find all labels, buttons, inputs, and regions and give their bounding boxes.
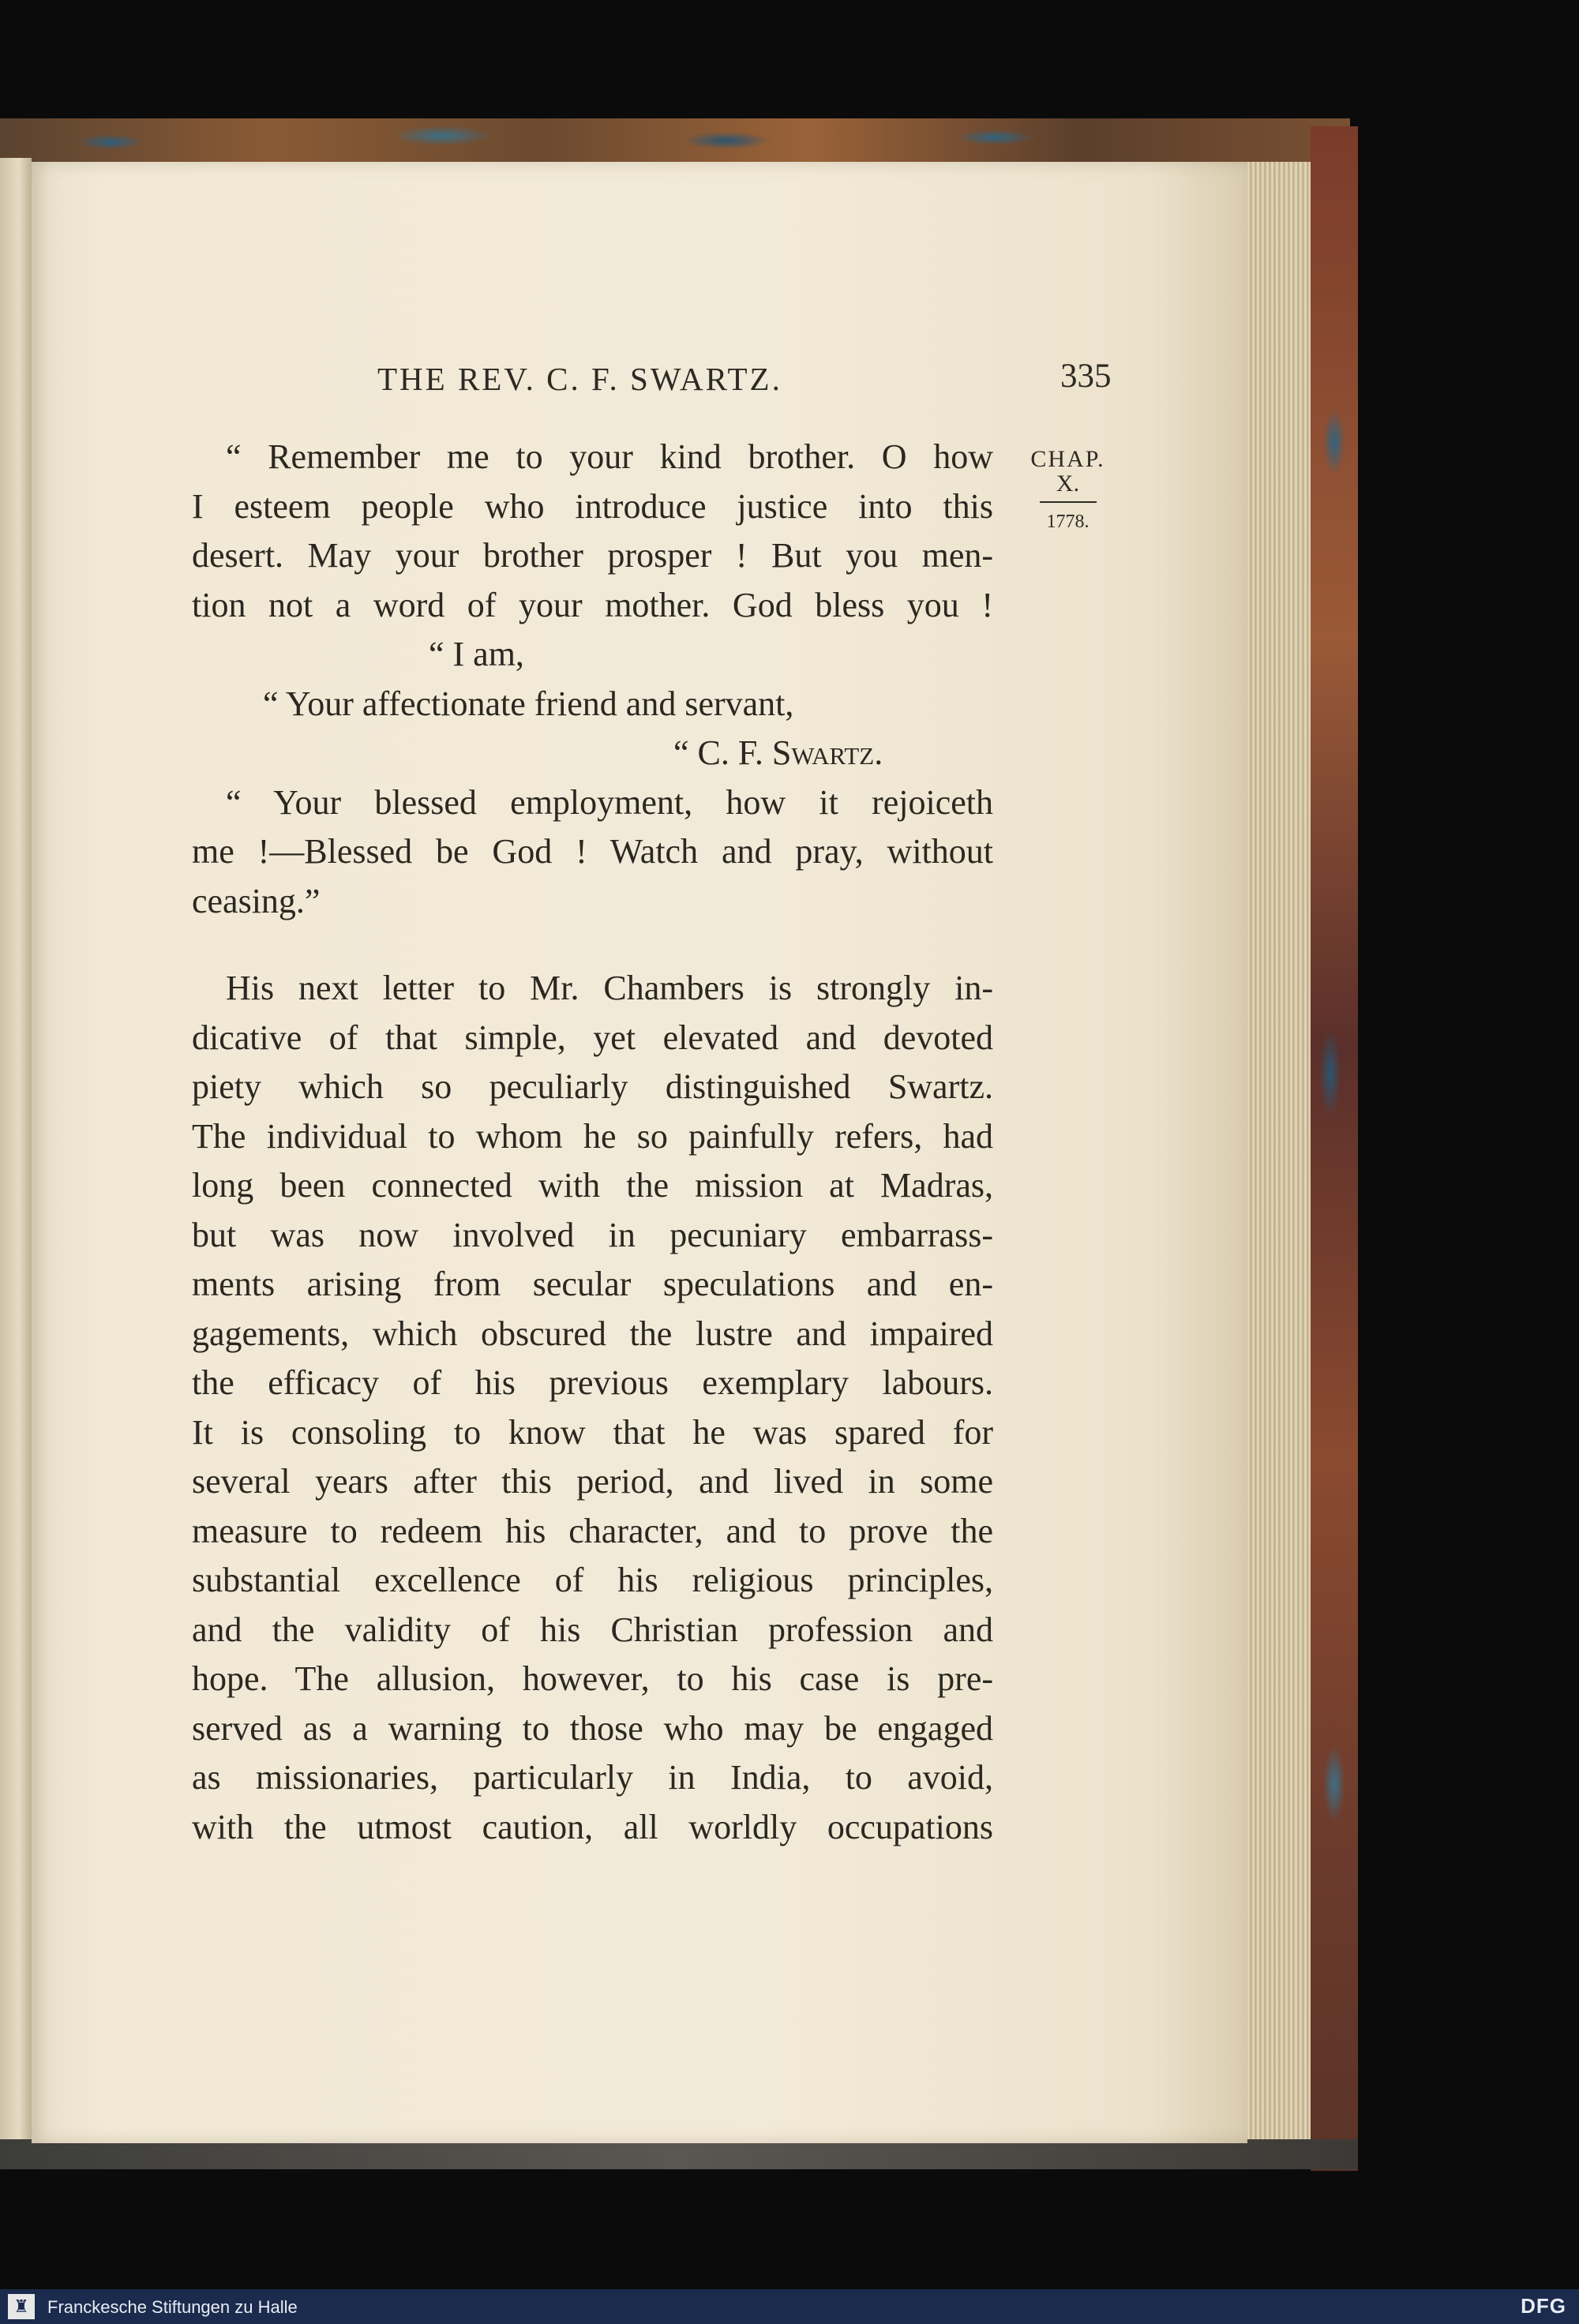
signature-prefix: “ C. F. xyxy=(673,733,772,772)
paragraph-line: with the utmost caution, all worldly occupations xyxy=(192,1807,993,1846)
letter-signature xyxy=(192,729,993,778)
paragraph-line: ments arising from secular speculations and en- xyxy=(192,1265,993,1303)
marbled-top-edge xyxy=(0,118,1350,164)
paragraph-line: served as a warning to those who may be engaged xyxy=(192,1708,993,1748)
paragraph-line: the efficacy of his previous exemplary labours. xyxy=(192,1363,993,1402)
letter-line: desert. May your brother prosper ! But you men- xyxy=(192,536,993,575)
paragraph-line: dicative of that simple, yet elevated and devoted xyxy=(192,1018,993,1057)
letter-line: I esteem people who introduce justice into this xyxy=(192,486,993,526)
postscript-line: “ Your blessed employment, how it rejoiceth xyxy=(226,782,993,822)
letter-closing: “ I am, xyxy=(429,635,524,673)
paragraph-line: long been connected with the mission at Madras, xyxy=(192,1166,993,1205)
paragraph-line: hope. The allusion, however, to his case is pre- xyxy=(192,1659,993,1698)
paragraph-line: and the validity of his Christian profession and xyxy=(192,1610,993,1649)
margin-year: 1778. xyxy=(1046,512,1090,532)
letter-line: tion not a word of your mother. God bless you ! xyxy=(192,585,993,624)
institution-name: Franckesche Stiftungen zu Halle xyxy=(47,2297,298,2317)
signature-name: Swartz. xyxy=(771,733,883,772)
page-number: 335 xyxy=(1060,358,1112,395)
margin-chapter-number: X. xyxy=(1056,470,1080,497)
paragraph-line: piety which so peculiarly distinguished Swartz. xyxy=(192,1067,993,1106)
dfg-logo: DFG xyxy=(1521,2294,1566,2318)
viewer-footer xyxy=(0,2289,1579,2324)
cover-bottom-edge xyxy=(0,2139,1358,2169)
margin-note xyxy=(1018,446,1117,533)
paragraph-line: It is consoling to know that he was spared for xyxy=(192,1412,993,1452)
paragraph-line: gagements, which obscured the lustre and impaired xyxy=(192,1314,993,1353)
letter-valediction: “ Your affectionate friend and servant, xyxy=(263,684,794,723)
paragraph-line: but was now involved in pecuniary embarrass- xyxy=(192,1215,993,1254)
paragraph-line: measure to redeem his character, and to prove the xyxy=(192,1511,993,1550)
institution-logo-icon: ♜ xyxy=(8,2294,35,2319)
paragraph-line: substantial excellence of his religious principles, xyxy=(192,1561,993,1599)
paragraph-line: The individual to whom he so painfully refers, had xyxy=(192,1116,993,1156)
postscript-line: ceasing.” xyxy=(192,881,321,920)
margin-chapter-label: CHAP. xyxy=(1030,446,1105,472)
paragraph-gap xyxy=(192,926,993,964)
page-edges xyxy=(1247,162,1311,2143)
paragraph-line: as missionaries, particularly in India, to avoid, xyxy=(192,1758,993,1797)
body-text xyxy=(192,433,993,1852)
running-head: THE REV. C. F. SWARTZ. xyxy=(377,361,782,397)
marbled-cover-edge xyxy=(1311,126,1358,2171)
postscript-line: me !—Blessed be God ! Watch and pray, without xyxy=(192,832,993,871)
letter-line: “ Remember me to your kind brother. O how xyxy=(226,437,993,476)
margin-rule xyxy=(1040,501,1097,503)
facing-page-sliver xyxy=(0,158,32,2143)
paragraph-line: His next letter to Mr. Chambers is strongly in- xyxy=(226,969,993,1007)
paragraph-line: several years after this period, and lived in some xyxy=(192,1462,993,1501)
